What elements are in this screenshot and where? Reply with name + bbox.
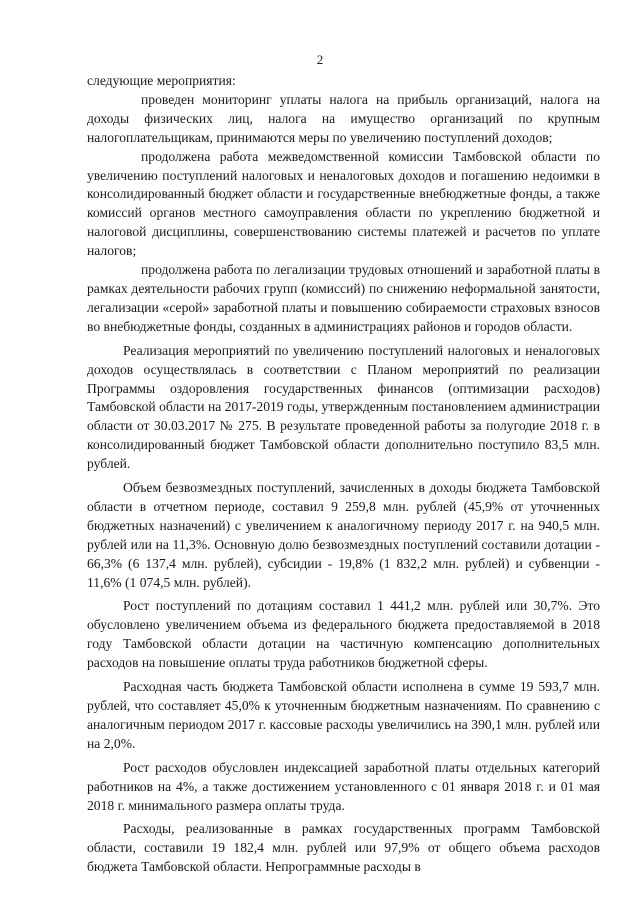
paragraph-legalization: продолжена работа по легализации трудовых отношений и заработной платы в рамках деятельности рабочих групп (комиссий) по снижению неформальной занятости, легализации «серой» заработной платы и повышению собираемости страховых взносов во внебюджетные фонды, созданных в администрациях районов и городов области. [87, 262, 600, 334]
paragraph-measures-plan: Реализация мероприятий по увеличению поступлений налоговых и неналоговых доходов осуществлялась в соответствии с Планом мероприятий по реализации Программы оздоровления государственных финансов (оптимизации расходов) Тамбовской области на 2017-2019 годы, утвержденным постановлением администрации области от 30.03.2017 № 275. В результате проведенной работы за полугодие 2018 г. в консолидированный бюджет Тамбовской области дополнительно поступило 83,5 млн. рублей. [87, 342, 600, 472]
document-body [87, 72, 600, 877]
paragraph-expenditure-growth: Рост расходов обусловлен индексацией заработной платы отдельных категорий работников на 4%, а также достижением установленного с 01 января 2018 г. и 01 мая 2018 г. минимального размера оплаты труда. [87, 759, 600, 813]
page-number: 2 [316, 52, 324, 67]
paragraph-intro: следующие мероприятия: [87, 73, 236, 88]
paragraph-expenditure: Расходная часть бюджета Тамбовской области исполнена в сумме 19 593,7 млн. рублей, что составляет 45,0% к уточненным бюджетным назначениям. По сравнению с аналогичным периодом 2017 г. кассовые расходы увеличились на 390,1 млн. рублей или на 2,0%. [87, 679, 600, 751]
paragraph-monitoring: проведен мониторинг уплаты налога на прибыль организаций, налога на доходы физических лиц, налога на имущество организаций по крупным налогоплательщикам, принимаются меры по увеличению поступлений доходов; [87, 91, 600, 145]
paragraph-gratuitous-receipts: Объем безвозмездных поступлений, зачисленных в доходы бюджета Тамбовской области в отчетном периоде, составил 9 259,8 млн. рублей (45,9% от уточненных бюджетных назначений) с увеличением к аналогичному периоду 2017 г. на 940,5 млн. рублей или на 11,3%. Основную долю безвозмездных поступлений составили дотации - 66,3% (6 137,4 млн. рублей), субсидии - 19,8% (1 832,2 млн. рублей) и субвенции - 11,6% (1 074,5 млн. рублей). [87, 480, 600, 590]
paragraph-subsidies-growth: Рост поступлений по дотациям составил 1 441,2 млн. рублей или 30,7%. Это обусловлено увеличением объема из федерального бюджета предоставляемой в 2018 году Тамбовской области дотации на частичную компенсацию дополнительных расходов на повышение оплаты труда работников бюджетной сферы. [87, 598, 600, 671]
paragraph-program-expenditure: Расходы, реализованные в рамках государственных программ Тамбовской области, составили 19 182,4 млн. рублей или 97,9% от общего объема расходов бюджета Тамбовской области. Непрограммные расходы в [87, 821, 600, 875]
paragraph-commission: продолжена работа межведомственной комиссии Тамбовской области по увеличению поступлений налоговых и неналоговых доходов и погашению недоимки в консолидированный бюджет области и государственные внебюджетные фонды, а также комиссий органов местного самоуправления области по укреплению бюджетной и налоговой дисциплины, совершенствованию системы платежей и расчетов по уплате налогов; [87, 148, 600, 259]
